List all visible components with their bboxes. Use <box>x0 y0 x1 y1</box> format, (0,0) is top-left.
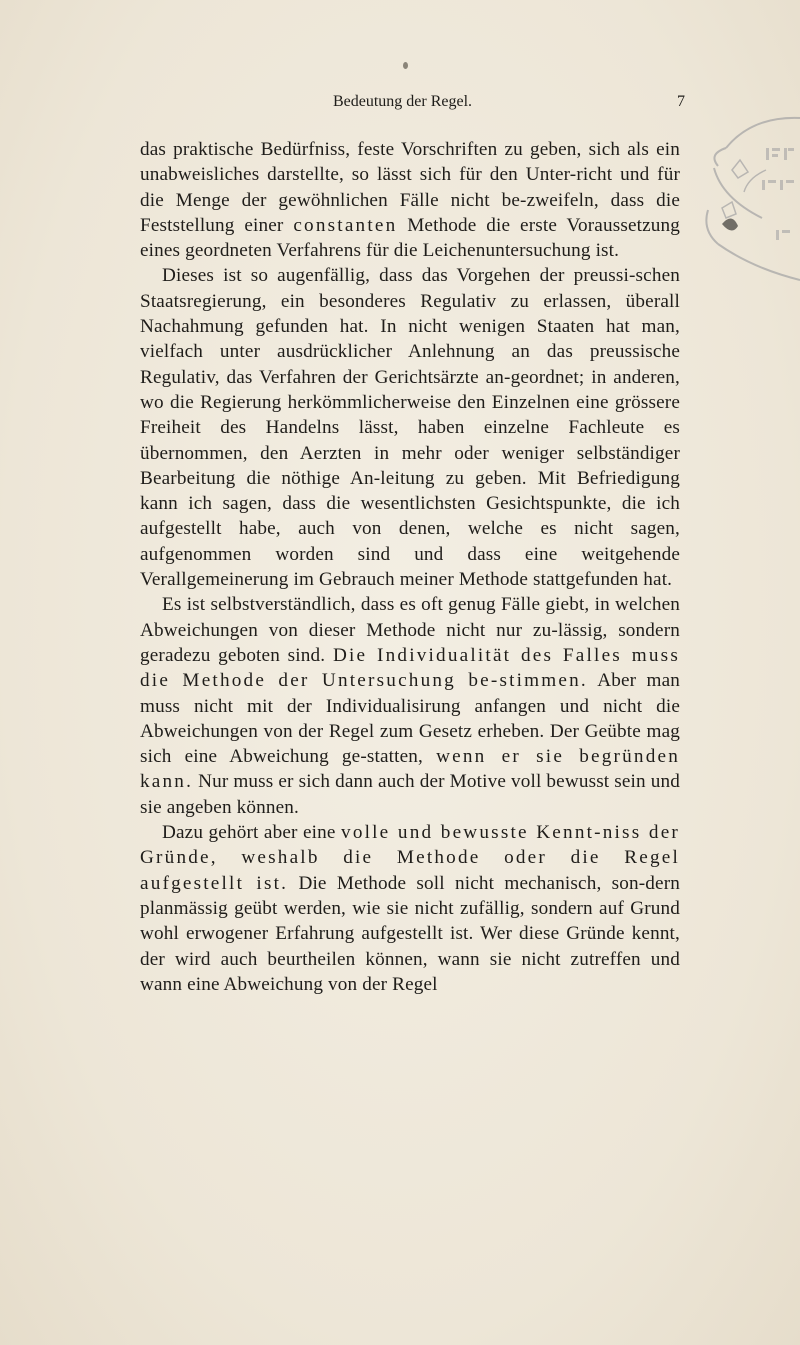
page-number: 7 <box>677 93 685 110</box>
paragraph-3 <box>140 592 680 820</box>
text-segment: Es ist selbstverständlich, dass es oft genug Fälle giebt, in welchen Abweichungen von dieser Methode nicht nur zu-lässig, sondern geradezu geboten sind. <box>140 594 680 666</box>
text-segment: das praktische Bedürfniss, feste Vorschriften zu geben, sich als ein unabweisliches darstellte, so lässt sich für den Unter-richt und für die Menge der gewöhnlichen Fälle nicht be-zweifeln, dass die Feststellung einer <box>140 139 680 236</box>
emphasis-segment: constanten <box>293 214 398 236</box>
text-segment: Methode die erste Voraussetzung eines geordneten Verfahrens für die Leichenuntersuchung ist. <box>140 214 680 262</box>
text-segment: Aber man muss nicht mit der Individualisirung anfangen und nicht die Abweichungen von der Regel zum Gesetz erheben. Der Geübte mag sich eine Abweichung ge-statten, <box>140 670 680 768</box>
text-segment: Dieses ist so augenfällig, dass das Vorgehen der preussi-schen Staatsregierung, ein besonderes Regulativ zu erlassen, überall Nachahmung gefunden hat. In nicht wenigen Staaten hat man, vielfach unter ausdrücklicher Anlehnung an das preussische Regulativ, das Verfahren der Gerichtsärzte an-geordnet; in anderen, wo die Regierung herkömmlicherweise den Einzelnen eine grössere Freiheit des Handelns lässt, haben einzelne Fachleute es übernommen, den Aerzten in mehr oder weniger selbständiger Bearbeitung die nöthige An-leitung zu geben. Mit Befriedigung kann ich sagen, dass die wesentlichsten Gesichtspunkte, die ich aufgestellt habe, auch von denen, welche es nicht sagen, aufgenommen worden sind und dass eine weitgehende Verallgemeinerung im Gebrauch meiner Methode stattgefunden hat. <box>140 265 680 591</box>
running-head-title: Bedeutung der Regel. <box>332 93 473 110</box>
library-stamp-icon <box>692 108 800 298</box>
text-segment: Die Methode soll nicht mechanisch, son-dern planmässig geübt werden, wie sie nicht zufällig, sondern auf Grund wohl erwogener Erfahrung aufgestellt ist. Wer diese Gründe kennt, der wird auch beurtheilen können, wann sie nicht zutreffen und wann eine Abweichung von der Regel <box>140 872 680 995</box>
text-segment: Nur muss er sich dann auch der Motive voll bewusst sein und sie angeben können. <box>140 771 680 818</box>
paragraph-4 <box>140 820 680 997</box>
paragraph-1 <box>140 137 680 263</box>
emphasis-segment: volle und bewusste Kennt-niss der Gründe, weshalb die Methode oder die Regel aufgestellt ist. <box>140 822 681 894</box>
body-text <box>140 137 680 997</box>
running-head <box>120 90 685 114</box>
paragraph-2 <box>140 263 680 592</box>
text-segment: Dazu gehört aber eine <box>162 822 342 844</box>
emphasis-segment: Die Individualität des Falles muss die Methode der Untersuchung be-stimmen. <box>140 644 680 692</box>
ink-dot <box>403 62 408 69</box>
emphasis-segment: wenn er sie begründen kann. <box>140 746 681 793</box>
